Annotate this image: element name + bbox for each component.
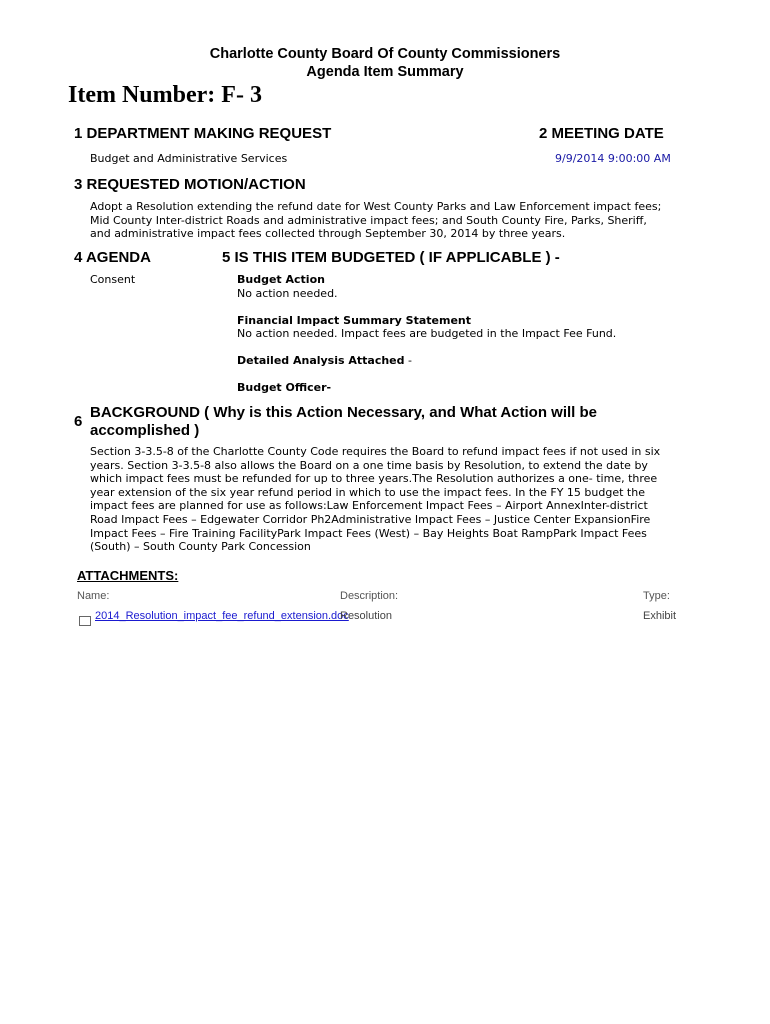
section-budgeted-title: 5 IS THIS ITEM BUDGETED ( IF APPLICABLE ) -: [222, 249, 560, 266]
header-title: Charlotte County Board Of County Commissioners: [209, 46, 561, 62]
meeting-date-value: 9/9/2014 9:00:00 AM: [555, 152, 671, 165]
file-icon: [79, 616, 91, 626]
attachment-link[interactable]: 2014_Resolution_impact_fee_refund_extension.doc: [95, 610, 349, 622]
motion-line: and administrative impact fees collected through September 30, 2014 by three years.: [90, 227, 566, 241]
budget-action-label: Budget Action: [237, 273, 325, 286]
background-line: Impact Fees – Fire Training FacilityPark Impact Fees (West) – Bay Heights Boat RampPark Impact Fees: [90, 526, 647, 540]
item-number: Item Number: F- 3: [68, 82, 262, 108]
attachments-title: ATTACHMENTS:: [77, 568, 179, 583]
attachment-description: Resolution: [340, 610, 392, 622]
motion-line: Mid County Inter-district Roads and administrative impact fees; and South County Fire, Parks, Sheriff,: [90, 213, 647, 227]
budget-action-value: No action needed.: [237, 287, 338, 300]
motion-text: [90, 200, 661, 241]
section-meeting-date-title: 2 MEETING DATE: [539, 125, 664, 142]
background-line: (South) – South County Park Concession: [90, 540, 311, 554]
attachments-col-description: Description:: [340, 590, 399, 602]
background-line: years. Section 3-3.5-8 also allows the Board on a one time basis by Resolution, to extend the date by: [90, 458, 648, 472]
attachments-col-name: Name:: [77, 590, 110, 602]
budget-officer-label: Budget Officer-: [237, 381, 332, 394]
section-agenda-title: 4 AGENDA: [74, 249, 151, 266]
attachments-col-type: Type:: [643, 590, 670, 602]
fis-label: Financial Impact Summary Statement: [237, 314, 472, 327]
attachment-type: Exhibit: [643, 610, 677, 622]
background-line: Road Impact Fees – Edgewater Corridor Ph2Administrative Impact Fees – Justice Center ExpansionFire: [90, 512, 651, 526]
background-text: [90, 445, 660, 554]
fis-value: No action needed. Impact fees are budgeted in the Impact Fee Fund.: [237, 327, 617, 340]
department-value: Budget and Administrative Services: [90, 152, 288, 165]
background-line: impact fees are planned for use as follows:Law Enforcement Impact Fees – Airport AnnexInter-district: [90, 499, 648, 513]
agenda-value: Consent: [90, 273, 136, 286]
detailed-analysis-label: Detailed Analysis Attached: [237, 354, 405, 367]
attachment-row: [79, 611, 91, 630]
detailed-analysis-suffix: -: [404, 354, 412, 367]
section-department-title: 1 DEPARTMENT MAKING REQUEST: [74, 125, 332, 142]
detailed-analysis: [237, 354, 412, 368]
section-background-number: 6: [74, 413, 83, 430]
section-background-title-1: BACKGROUND ( Why is this Action Necessary, and What Action will be: [90, 404, 598, 421]
motion-line: Adopt a Resolution extending the refund date for West County Parks and Law Enforcement impact fees;: [90, 200, 662, 213]
header-subtitle: Agenda Item Summary: [306, 64, 464, 80]
section-motion-title: 3 REQUESTED MOTION/ACTION: [74, 176, 306, 193]
background-line: Section 3-3.5-8 of the Charlotte County Code requires the Board to refund impact fees if not used in six: [90, 445, 661, 458]
section-background-title-2: accomplished ): [90, 422, 200, 439]
background-line: year extension of the six year refund period in which to use the impact fees. In the FY 15 budget the: [90, 485, 645, 499]
background-line: which impact fees must be refunded for up to three years.The Resolution authorizes a one- time, three: [90, 472, 658, 486]
